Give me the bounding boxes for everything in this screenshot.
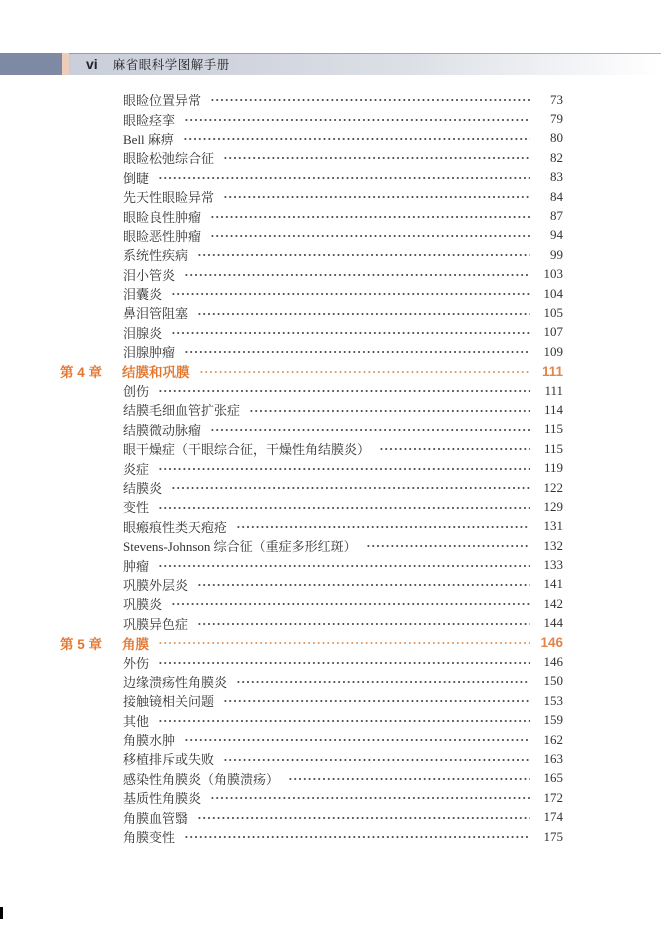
toc-row bbox=[60, 439, 563, 458]
toc-row bbox=[60, 265, 563, 284]
page-number: 111 bbox=[544, 382, 563, 398]
page-number: 163 bbox=[543, 750, 563, 766]
entry-title: 角膜水肿 bbox=[123, 733, 176, 749]
toc-row bbox=[60, 517, 563, 536]
page-number: 109 bbox=[543, 343, 563, 359]
page-number: 105 bbox=[543, 304, 563, 320]
dotted-leader bbox=[158, 555, 530, 574]
toc-row bbox=[60, 245, 563, 264]
entry-title: 眼睑松弛综合征 bbox=[123, 151, 215, 167]
toc-row bbox=[60, 711, 563, 730]
entry-title: 其他 bbox=[123, 713, 150, 729]
page-number: 103 bbox=[543, 266, 563, 282]
entry-title: 创伤 bbox=[123, 384, 150, 400]
entry-title: 角膜变性 bbox=[123, 830, 176, 846]
toc-row bbox=[60, 400, 563, 419]
dotted-leader bbox=[183, 129, 530, 148]
entry-title: Stevens-Johnson 综合征（重症多形红斑） bbox=[123, 539, 357, 555]
toc-row bbox=[60, 420, 563, 439]
toc-row bbox=[60, 381, 563, 400]
toc-list bbox=[60, 90, 563, 846]
dotted-leader bbox=[171, 594, 530, 613]
page-number: 82 bbox=[550, 149, 563, 165]
dotted-leader bbox=[171, 478, 530, 497]
page-number: 131 bbox=[543, 518, 563, 534]
entry-title: 角膜 bbox=[122, 636, 149, 652]
toc-row bbox=[60, 769, 563, 788]
dotted-leader bbox=[184, 730, 530, 749]
page-number: 84 bbox=[550, 188, 563, 204]
entry-title: 变性 bbox=[123, 500, 150, 516]
running-header bbox=[0, 53, 661, 75]
page-number: 73 bbox=[550, 91, 563, 107]
dotted-leader bbox=[197, 575, 530, 594]
entry-title: 感染性角膜炎（角膜溃疡） bbox=[123, 771, 280, 787]
dotted-leader bbox=[184, 827, 530, 846]
dotted-leader bbox=[223, 187, 530, 206]
dotted-leader bbox=[184, 109, 530, 128]
dotted-leader bbox=[379, 439, 530, 458]
entry-title: 眼干燥症（干眼综合征，干燥性角结膜炎） bbox=[123, 442, 371, 458]
dotted-leader bbox=[158, 458, 530, 477]
entry-title: 角膜血管翳 bbox=[123, 810, 189, 826]
dotted-leader bbox=[158, 711, 530, 730]
toc-row bbox=[60, 749, 563, 768]
toc-row bbox=[60, 652, 563, 671]
entry-title: 倒睫 bbox=[123, 170, 150, 186]
entry-title: 眼睑痉挛 bbox=[123, 112, 176, 128]
page-number: 133 bbox=[543, 557, 563, 573]
dotted-leader bbox=[223, 749, 530, 768]
toc-row bbox=[60, 284, 563, 303]
page-number: 114 bbox=[543, 401, 563, 417]
toc-row bbox=[60, 226, 563, 245]
dotted-leader bbox=[158, 381, 530, 400]
page-number: 165 bbox=[543, 770, 563, 786]
toc-row bbox=[60, 187, 563, 206]
toc-row bbox=[60, 148, 563, 167]
entry-title: 泪腺炎 bbox=[123, 325, 163, 341]
page-number: 104 bbox=[543, 285, 563, 301]
page-number: 87 bbox=[550, 208, 563, 224]
dotted-leader bbox=[210, 206, 530, 225]
dotted-leader bbox=[210, 226, 530, 245]
dotted-leader bbox=[236, 672, 530, 691]
entry-title: 基质性角膜炎 bbox=[123, 791, 202, 807]
entry-title: 眼睑良性肿瘤 bbox=[123, 209, 202, 225]
toc-row bbox=[60, 614, 563, 633]
page-number: 153 bbox=[543, 692, 563, 708]
dotted-leader bbox=[236, 517, 530, 536]
dotted-leader bbox=[158, 652, 530, 671]
toc-row bbox=[60, 730, 563, 749]
page-number: 115 bbox=[543, 440, 563, 456]
entry-title: 结膜和巩膜 bbox=[122, 365, 190, 381]
toc-row bbox=[60, 323, 563, 342]
toc-row bbox=[60, 109, 563, 128]
dotted-leader bbox=[184, 342, 530, 361]
dotted-leader bbox=[366, 536, 530, 555]
entry-title: 边缘溃疡性角膜炎 bbox=[123, 674, 228, 690]
dotted-leader bbox=[288, 769, 530, 788]
page-number: 174 bbox=[543, 809, 563, 825]
dotted-leader bbox=[171, 323, 530, 342]
toc-row bbox=[60, 827, 563, 846]
toc-row bbox=[60, 342, 563, 361]
page-number: 119 bbox=[543, 460, 563, 476]
book-title: 麻省眼科学图解手册 bbox=[112, 58, 230, 72]
toc-row bbox=[60, 672, 563, 691]
entry-title: 泪腺肿瘤 bbox=[123, 345, 176, 361]
dotted-leader bbox=[210, 90, 530, 109]
page-number: 94 bbox=[550, 227, 563, 243]
toc-chapter-row bbox=[60, 361, 563, 380]
dotted-leader bbox=[197, 614, 530, 633]
page-number: 146 bbox=[540, 635, 563, 651]
entry-title: 泪囊炎 bbox=[123, 287, 163, 303]
toc-row bbox=[60, 555, 563, 574]
dotted-leader bbox=[197, 807, 530, 826]
entry-title: 泪小管炎 bbox=[123, 267, 176, 283]
toc-row bbox=[60, 788, 563, 807]
page-number: 129 bbox=[543, 498, 563, 514]
dotted-leader bbox=[249, 400, 530, 419]
toc-row bbox=[60, 691, 563, 710]
entry-title: 巩膜异色症 bbox=[123, 616, 189, 632]
page-number: 172 bbox=[543, 789, 563, 805]
header-accent-strip bbox=[62, 53, 69, 75]
page-number: 146 bbox=[543, 654, 563, 670]
chapter-label: 第 4 章 bbox=[60, 365, 103, 381]
chapter-label: 第 5 章 bbox=[60, 636, 103, 652]
page-folio: vi bbox=[86, 56, 98, 72]
entry-title: Bell 麻痹 bbox=[123, 131, 174, 147]
dotted-leader bbox=[197, 303, 530, 322]
dotted-leader bbox=[223, 691, 530, 710]
entry-title: 先天性眼睑异常 bbox=[123, 190, 215, 206]
toc-row bbox=[60, 90, 563, 109]
toc-row bbox=[60, 478, 563, 497]
dotted-leader bbox=[223, 148, 530, 167]
toc-row bbox=[60, 575, 563, 594]
toc-row bbox=[60, 807, 563, 826]
entry-title: 移植排斥或失败 bbox=[123, 752, 215, 768]
page-number: 142 bbox=[543, 595, 563, 611]
entry-title: 巩膜外层炎 bbox=[123, 577, 189, 593]
entry-title: 肿瘤 bbox=[123, 558, 150, 574]
entry-title: 眼睑恶性肿瘤 bbox=[123, 228, 202, 244]
dotted-leader bbox=[210, 420, 530, 439]
toc-row bbox=[60, 303, 563, 322]
page-number: 115 bbox=[543, 421, 563, 437]
registration-tick bbox=[0, 907, 3, 919]
page-number: 162 bbox=[543, 731, 563, 747]
toc-row bbox=[60, 168, 563, 187]
page-number: 80 bbox=[550, 130, 563, 146]
page-number: 132 bbox=[543, 537, 563, 553]
toc-row bbox=[60, 594, 563, 613]
page-number: 107 bbox=[543, 324, 563, 340]
entry-title: 结膜炎 bbox=[123, 481, 163, 496]
entry-title: 接触镜相关问题 bbox=[123, 694, 215, 710]
page-number: 79 bbox=[550, 111, 563, 127]
dotted-leader bbox=[158, 497, 530, 516]
page-number: 150 bbox=[543, 673, 563, 689]
entry-title: 鼻泪管阻塞 bbox=[123, 306, 189, 322]
toc-row bbox=[60, 497, 563, 516]
dotted-leader bbox=[197, 245, 530, 264]
page-number: 83 bbox=[550, 169, 563, 185]
page-number: 175 bbox=[543, 828, 563, 844]
entry-title: 眼睑位置异常 bbox=[123, 93, 202, 109]
toc-row bbox=[60, 536, 563, 555]
entry-title: 结膜微动脉瘤 bbox=[123, 422, 202, 438]
page-number: 141 bbox=[543, 576, 563, 592]
page-number: 111 bbox=[541, 363, 563, 379]
dotted-leader bbox=[199, 361, 531, 380]
page-number: 99 bbox=[550, 246, 563, 262]
dotted-leader bbox=[210, 788, 530, 807]
entry-title: 系统性疾病 bbox=[123, 248, 189, 264]
dotted-leader bbox=[184, 265, 530, 284]
page-number: 122 bbox=[543, 479, 563, 495]
page-number: 159 bbox=[543, 712, 563, 728]
page-number: 144 bbox=[543, 615, 563, 631]
toc-row bbox=[60, 206, 563, 225]
dotted-leader bbox=[158, 633, 530, 652]
entry-title: 外伤 bbox=[123, 655, 150, 671]
header-color-block bbox=[0, 53, 62, 75]
toc-row bbox=[60, 458, 563, 477]
entry-title: 炎症 bbox=[123, 461, 150, 477]
toc-chapter-row bbox=[60, 633, 563, 652]
dotted-leader bbox=[158, 168, 530, 187]
entry-title: 眼瘢痕性类天疱疮 bbox=[123, 519, 228, 535]
dotted-leader bbox=[171, 284, 530, 303]
entry-title: 结膜毛细血管扩张症 bbox=[123, 403, 241, 419]
entry-title: 巩膜炎 bbox=[123, 597, 163, 613]
toc-row bbox=[60, 129, 563, 148]
